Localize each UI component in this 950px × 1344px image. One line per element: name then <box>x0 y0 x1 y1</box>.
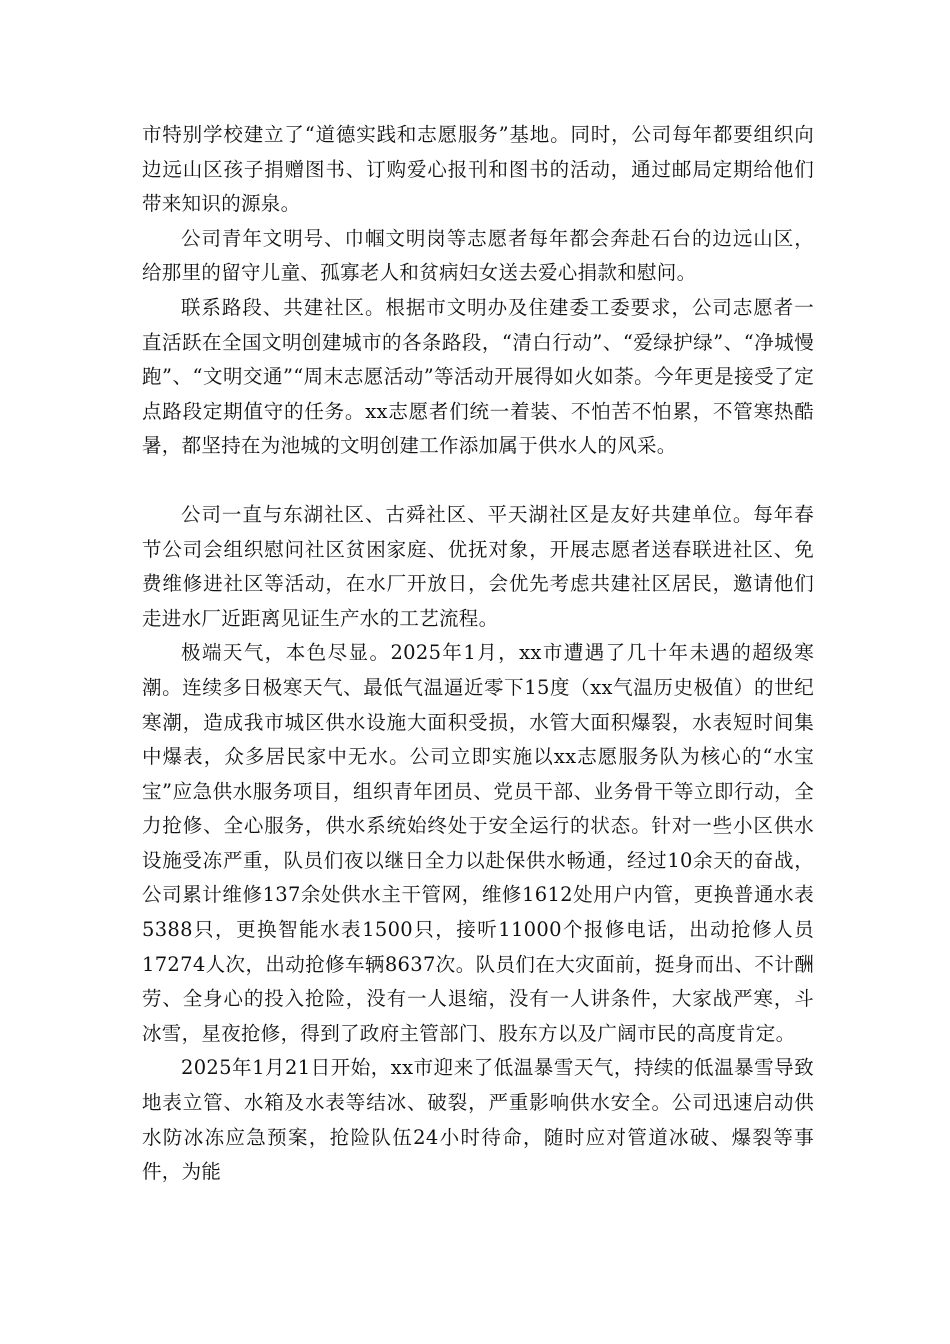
paragraph-mountain-area-volunteers: 公司青年文明号、巾帼文明岗等志愿者每年都会奔赴石台的边远山区，给那里的留守儿童、孤寡老人和贫病妇女送去爱心捐款和慰问。 <box>142 226 814 285</box>
document-body <box>142 118 814 1190</box>
paragraph-road-community: 联系路段、共建社区。根据市文明办及住建委工委要求，公司志愿者一直活跃在全国文明创建城市的各条路段，“清白行动”、“爱绿护绿”、“净城慢跑”、“文明交通”“周末志愿活动”等活动开展得如火如荼。今年更是接受了定点路段定期值守的任务。xx志愿者们统一着装、不怕苦不怕累，不管寒热酷暑，都坚持在为池城的文明创建工作添加属于供水人的风采。 <box>142 295 814 458</box>
paragraph-school-volunteer-base: 市特别学校建立了“道德实践和志愿服务”基地。同时，公司每年都要组织向边远山区孩子捐赠图书、订购爱心报刊和图书的活动，通过邮局定期给他们带来知识的源泉。 <box>142 123 814 216</box>
paragraph-snowstorm-response: 2025年1月21日开始，xx市迎来了低温暴雪天气，持续的低温暴雪导致地表立管、水箱及水表等结冰、破裂，严重影响供水安全。公司迅速启动供水防冰冻应急预案，抢险队伍24小时待命，随时应对管道冰破、爆裂等事件，为能 <box>142 1056 814 1184</box>
paragraph-extreme-weather: 极端天气，本色尽显。2025年1月，xx市遭遇了几十年未遇的超级寒潮。连续多日极寒天气、最低气温逼近零下15度（xx气温历史极值）的世纪寒潮，造成我市城区供水设施大面积受损，水管大面积爆裂，水表短时间集中爆表，众多居民家中无水。公司立即实施以xx志愿服务队为核心的“水宝宝”应急供水服务项目，组织青年团员、党员干部、业务骨干等立即行动，全力抢修、全心服务，供水系统始终处于安全运行的状态。针对一些小区供水设施受冻严重，队员们夜以继日全力以赴保供水畅通，经过10余天的奋战，公司累计维修137余处供水主干管网，维修1612处用户内管，更换普通水表5388只，更换智能水表1500只，接听11000个报修电话，出动抢修人员17274人次，出动抢修车辆8637次。队员们在大灾面前，挺身而出、不计酬劳、全身心的投入抢险，没有一人退缩，没有一人讲条件，大家战严寒，斗冰雪，星夜抢修，得到了政府主管部门、股东方以及广阔市民的高度肯定。 <box>142 641 814 1045</box>
paragraph-community-partners: 公司一直与东湖社区、古舜社区、平天湖社区是友好共建单位。每年春节公司会组织慰问社区贫困家庭、优抚对象，开展志愿者送春联进社区、免费维修进社区等活动，在水厂开放日，会优先考虑共建社区居民，邀请他们走进水厂近距离见证生产水的工艺流程。 <box>142 502 814 630</box>
